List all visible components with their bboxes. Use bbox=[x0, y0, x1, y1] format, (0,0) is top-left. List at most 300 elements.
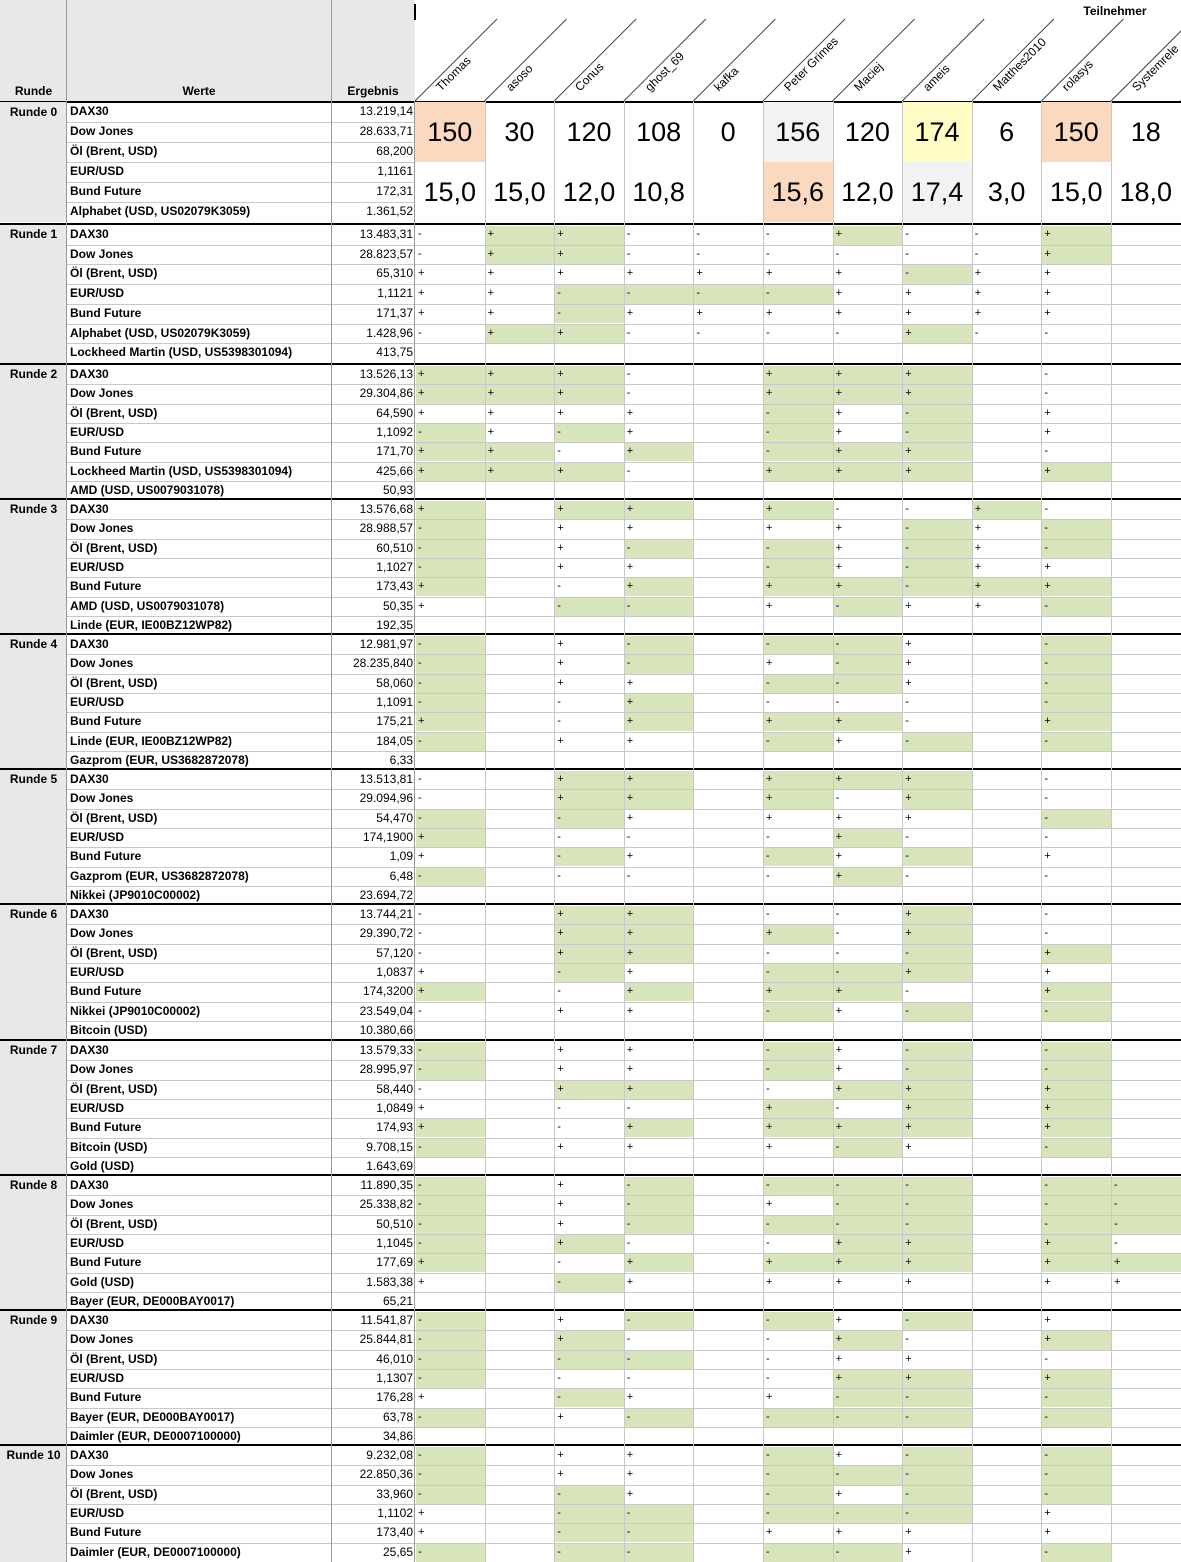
prediction-cell[interactable]: + bbox=[626, 306, 634, 319]
prediction-cell[interactable] bbox=[973, 771, 1042, 789]
prediction-cell[interactable]: + bbox=[557, 406, 564, 419]
prediction-cell[interactable] bbox=[1112, 964, 1181, 982]
prediction-cell[interactable] bbox=[486, 1003, 555, 1021]
prediction-cell[interactable]: + bbox=[764, 1100, 833, 1118]
prediction-cell[interactable]: + bbox=[625, 771, 694, 789]
prediction-cell[interactable] bbox=[486, 1524, 555, 1542]
prediction-cell[interactable]: + bbox=[764, 983, 833, 1001]
prediction-cell[interactable]: - bbox=[766, 1236, 770, 1249]
prediction-cell[interactable]: + bbox=[834, 1331, 903, 1349]
prediction-cell[interactable]: - bbox=[418, 326, 422, 339]
prediction-cell[interactable]: - bbox=[764, 1447, 833, 1465]
prediction-cell[interactable]: - bbox=[626, 1101, 631, 1114]
prediction-cell[interactable]: + bbox=[905, 599, 912, 612]
prediction-cell[interactable]: - bbox=[834, 1216, 903, 1234]
prediction-cell[interactable]: + bbox=[766, 1275, 773, 1288]
prediction-cell[interactable]: - bbox=[416, 559, 485, 577]
prediction-cell[interactable]: + bbox=[555, 925, 624, 943]
prediction-cell[interactable] bbox=[694, 655, 763, 673]
prediction-cell[interactable] bbox=[694, 559, 763, 577]
prediction-cell[interactable]: + bbox=[903, 325, 972, 344]
prediction-cell[interactable] bbox=[694, 1351, 763, 1369]
prediction-cell[interactable] bbox=[694, 848, 763, 866]
prediction-cell[interactable]: + bbox=[418, 1506, 425, 1519]
prediction-cell[interactable] bbox=[1112, 385, 1181, 403]
prediction-cell[interactable]: + bbox=[1044, 965, 1051, 978]
prediction-cell[interactable]: - bbox=[835, 326, 840, 339]
prediction-cell[interactable]: - bbox=[418, 1004, 422, 1017]
prediction-cell[interactable] bbox=[1112, 1351, 1181, 1369]
prediction-cell[interactable]: - bbox=[766, 869, 770, 882]
prediction-cell[interactable] bbox=[486, 1139, 555, 1157]
prediction-cell[interactable]: - bbox=[905, 985, 909, 998]
prediction-cell[interactable] bbox=[486, 1331, 555, 1349]
prediction-cell[interactable]: + bbox=[557, 541, 564, 554]
prediction-cell[interactable]: + bbox=[625, 1081, 694, 1099]
prediction-cell[interactable]: + bbox=[834, 463, 903, 481]
prediction-cell[interactable] bbox=[973, 1139, 1042, 1157]
prediction-cell[interactable] bbox=[973, 1081, 1042, 1099]
prediction-cell[interactable]: - bbox=[764, 405, 833, 423]
prediction-cell[interactable] bbox=[486, 694, 555, 712]
prediction-cell[interactable] bbox=[1112, 578, 1181, 596]
prediction-cell[interactable] bbox=[694, 1447, 763, 1465]
prediction-cell[interactable] bbox=[486, 1370, 555, 1388]
prediction-cell[interactable] bbox=[973, 1216, 1042, 1234]
prediction-cell[interactable]: + bbox=[903, 1370, 972, 1388]
prediction-cell[interactable] bbox=[486, 733, 555, 751]
prediction-cell[interactable]: - bbox=[764, 1003, 833, 1021]
prediction-cell[interactable]: + bbox=[557, 1410, 564, 1423]
prediction-cell[interactable]: + bbox=[487, 287, 495, 300]
prediction-cell[interactable]: + bbox=[766, 811, 773, 824]
prediction-cell[interactable] bbox=[694, 1003, 763, 1021]
prediction-cell[interactable]: + bbox=[557, 1044, 564, 1056]
participant-name[interactable]: Maciej bbox=[850, 59, 886, 94]
prediction-cell[interactable] bbox=[973, 868, 1042, 886]
prediction-cell[interactable]: + bbox=[416, 1254, 485, 1272]
prediction-cell[interactable] bbox=[694, 675, 763, 693]
prediction-cell[interactable]: - bbox=[835, 247, 840, 260]
prediction-cell[interactable]: - bbox=[1042, 540, 1111, 558]
prediction-cell[interactable]: + bbox=[625, 443, 694, 461]
prediction-cell[interactable] bbox=[486, 1312, 555, 1330]
prediction-cell[interactable]: - bbox=[625, 598, 694, 616]
prediction-cell[interactable] bbox=[973, 1254, 1042, 1272]
prediction-cell[interactable] bbox=[1112, 285, 1181, 304]
prediction-cell[interactable]: - bbox=[1112, 1177, 1181, 1195]
prediction-cell[interactable]: + bbox=[905, 287, 912, 300]
prediction-cell[interactable]: - bbox=[766, 1352, 770, 1365]
prediction-cell[interactable] bbox=[694, 1081, 763, 1099]
prediction-cell[interactable] bbox=[694, 1235, 763, 1253]
prediction-cell[interactable]: - bbox=[764, 1216, 833, 1234]
prediction-cell[interactable]: - bbox=[625, 655, 694, 673]
prediction-cell[interactable]: + bbox=[416, 713, 485, 731]
prediction-cell[interactable]: - bbox=[764, 540, 833, 558]
prediction-cell[interactable]: + bbox=[766, 599, 773, 612]
prediction-cell[interactable] bbox=[694, 829, 763, 847]
prediction-cell[interactable] bbox=[694, 443, 763, 461]
prediction-cell[interactable]: + bbox=[557, 560, 564, 573]
prediction-cell[interactable] bbox=[486, 675, 555, 693]
prediction-cell[interactable]: + bbox=[555, 501, 624, 519]
prediction-cell[interactable]: + bbox=[834, 1235, 903, 1253]
prediction-cell[interactable]: - bbox=[764, 1409, 833, 1427]
prediction-cell[interactable] bbox=[1112, 1447, 1181, 1465]
prediction-cell[interactable] bbox=[1112, 1119, 1181, 1137]
prediction-cell[interactable]: - bbox=[555, 1505, 624, 1523]
prediction-cell[interactable]: - bbox=[1044, 773, 1049, 785]
prediction-cell[interactable]: - bbox=[625, 1216, 694, 1234]
prediction-cell[interactable] bbox=[486, 1061, 555, 1079]
prediction-cell[interactable]: + bbox=[905, 638, 912, 650]
prediction-cell[interactable]: - bbox=[1042, 1042, 1111, 1060]
prediction-cell[interactable]: + bbox=[834, 1254, 903, 1272]
prediction-cell[interactable] bbox=[973, 1486, 1042, 1504]
prediction-cell[interactable] bbox=[973, 1042, 1042, 1060]
prediction-cell[interactable] bbox=[486, 1466, 555, 1484]
prediction-cell[interactable]: + bbox=[555, 945, 624, 963]
prediction-cell[interactable]: - bbox=[834, 1466, 903, 1484]
prediction-cell[interactable]: - bbox=[764, 675, 833, 693]
prediction-cell[interactable] bbox=[1112, 1331, 1181, 1349]
prediction-cell[interactable]: - bbox=[1042, 1447, 1111, 1465]
prediction-cell[interactable]: + bbox=[764, 713, 833, 731]
prediction-cell[interactable]: - bbox=[626, 1371, 631, 1384]
prediction-cell[interactable] bbox=[973, 733, 1042, 751]
prediction-cell[interactable]: - bbox=[1044, 908, 1049, 920]
prediction-cell[interactable]: + bbox=[766, 1140, 773, 1153]
prediction-cell[interactable]: - bbox=[416, 636, 485, 654]
prediction-cell[interactable] bbox=[1112, 463, 1181, 481]
prediction-cell[interactable]: + bbox=[835, 1352, 843, 1365]
prediction-cell[interactable] bbox=[694, 964, 763, 982]
prediction-cell[interactable]: - bbox=[416, 520, 485, 538]
prediction-cell[interactable]: + bbox=[557, 1179, 564, 1191]
prediction-cell[interactable] bbox=[694, 520, 763, 538]
prediction-cell[interactable] bbox=[486, 810, 555, 828]
prediction-cell[interactable]: - bbox=[555, 424, 624, 442]
prediction-cell[interactable]: + bbox=[903, 366, 972, 384]
prediction-cell[interactable] bbox=[973, 1196, 1042, 1214]
prediction-cell[interactable]: + bbox=[486, 463, 555, 481]
participant-name[interactable]: Thomas bbox=[433, 53, 474, 94]
prediction-cell[interactable] bbox=[973, 1447, 1042, 1465]
prediction-cell[interactable]: + bbox=[625, 906, 694, 924]
prediction-cell[interactable]: + bbox=[626, 1044, 634, 1056]
prediction-cell[interactable]: + bbox=[974, 541, 982, 554]
prediction-cell[interactable]: + bbox=[487, 406, 495, 419]
prediction-cell[interactable]: - bbox=[903, 559, 972, 577]
prediction-cell[interactable] bbox=[486, 868, 555, 886]
prediction-cell[interactable]: + bbox=[626, 811, 634, 824]
prediction-cell[interactable]: - bbox=[418, 1082, 422, 1095]
prediction-cell[interactable] bbox=[973, 829, 1042, 847]
prediction-cell[interactable]: - bbox=[418, 228, 422, 240]
prediction-cell[interactable]: - bbox=[555, 1486, 624, 1504]
prediction-cell[interactable] bbox=[973, 655, 1042, 673]
prediction-cell[interactable] bbox=[694, 1119, 763, 1137]
prediction-cell[interactable]: - bbox=[905, 503, 909, 515]
prediction-cell[interactable]: - bbox=[903, 1042, 972, 1060]
prediction-cell[interactable] bbox=[973, 675, 1042, 693]
prediction-cell[interactable]: - bbox=[1042, 1177, 1111, 1195]
prediction-cell[interactable]: + bbox=[1042, 945, 1111, 963]
prediction-cell[interactable]: + bbox=[1042, 1081, 1111, 1099]
prediction-cell[interactable]: + bbox=[1044, 1526, 1051, 1539]
prediction-cell[interactable]: - bbox=[1112, 1196, 1181, 1214]
prediction-cell[interactable]: + bbox=[835, 734, 843, 747]
prediction-cell[interactable] bbox=[486, 598, 555, 616]
prediction-cell[interactable]: + bbox=[486, 443, 555, 461]
prediction-cell[interactable]: - bbox=[766, 946, 770, 959]
prediction-cell[interactable]: - bbox=[905, 1333, 909, 1346]
prediction-cell[interactable]: + bbox=[905, 1526, 912, 1539]
prediction-cell[interactable]: + bbox=[1042, 1235, 1111, 1253]
prediction-cell[interactable] bbox=[1112, 1544, 1181, 1562]
prediction-cell[interactable]: + bbox=[626, 1449, 634, 1461]
prediction-cell[interactable] bbox=[1112, 868, 1181, 886]
prediction-cell[interactable]: - bbox=[834, 655, 903, 673]
prediction-cell[interactable]: - bbox=[416, 810, 485, 828]
prediction-cell[interactable]: - bbox=[764, 1061, 833, 1079]
prediction-cell[interactable]: + bbox=[834, 983, 903, 1001]
prediction-cell[interactable] bbox=[973, 1544, 1042, 1562]
prediction-cell[interactable] bbox=[694, 1370, 763, 1388]
prediction-cell[interactable] bbox=[1112, 265, 1181, 284]
prediction-cell[interactable] bbox=[486, 636, 555, 654]
prediction-cell[interactable]: + bbox=[626, 1275, 634, 1288]
prediction-cell[interactable]: + bbox=[557, 1468, 564, 1481]
prediction-cell[interactable]: - bbox=[764, 1505, 833, 1523]
prediction-cell[interactable]: + bbox=[418, 306, 425, 319]
prediction-cell[interactable]: - bbox=[1112, 1216, 1181, 1234]
prediction-cell[interactable]: + bbox=[1042, 1100, 1111, 1118]
prediction-cell[interactable]: - bbox=[766, 1333, 770, 1346]
prediction-cell[interactable] bbox=[1112, 443, 1181, 461]
prediction-cell[interactable]: - bbox=[416, 1351, 485, 1369]
prediction-cell[interactable]: + bbox=[626, 1468, 634, 1481]
prediction-cell[interactable]: + bbox=[486, 385, 555, 403]
prediction-cell[interactable]: - bbox=[416, 1466, 485, 1484]
prediction-cell[interactable]: - bbox=[555, 1389, 624, 1407]
prediction-cell[interactable]: - bbox=[903, 848, 972, 866]
prediction-cell[interactable]: - bbox=[903, 520, 972, 538]
prediction-cell[interactable]: - bbox=[1042, 1196, 1111, 1214]
prediction-cell[interactable]: - bbox=[418, 773, 422, 785]
prediction-cell[interactable] bbox=[1112, 925, 1181, 943]
prediction-cell[interactable] bbox=[694, 1389, 763, 1407]
prediction-cell[interactable] bbox=[694, 1331, 763, 1349]
prediction-cell[interactable]: - bbox=[696, 228, 701, 240]
prediction-cell[interactable]: - bbox=[1044, 830, 1049, 843]
prediction-cell[interactable] bbox=[486, 520, 555, 538]
prediction-cell[interactable]: + bbox=[625, 578, 694, 596]
prediction-cell[interactable] bbox=[486, 1409, 555, 1427]
prediction-cell[interactable]: - bbox=[1042, 810, 1111, 828]
prediction-cell[interactable]: - bbox=[1042, 636, 1111, 654]
prediction-cell[interactable] bbox=[694, 578, 763, 596]
prediction-cell[interactable]: - bbox=[696, 326, 701, 339]
prediction-cell[interactable]: + bbox=[416, 501, 485, 519]
prediction-cell[interactable] bbox=[1112, 1003, 1181, 1021]
prediction-cell[interactable]: + bbox=[486, 325, 555, 344]
prediction-cell[interactable]: - bbox=[555, 810, 624, 828]
prediction-cell[interactable]: + bbox=[626, 267, 634, 280]
prediction-cell[interactable]: + bbox=[625, 694, 694, 712]
prediction-cell[interactable] bbox=[486, 559, 555, 577]
prediction-cell[interactable]: - bbox=[416, 1139, 485, 1157]
prediction-cell[interactable]: - bbox=[416, 424, 485, 442]
prediction-cell[interactable]: - bbox=[626, 869, 631, 882]
prediction-cell[interactable]: + bbox=[764, 385, 833, 403]
prediction-cell[interactable]: + bbox=[973, 578, 1042, 596]
prediction-cell[interactable]: + bbox=[555, 385, 624, 403]
prediction-cell[interactable]: + bbox=[487, 306, 495, 319]
prediction-cell[interactable] bbox=[694, 1254, 763, 1272]
prediction-cell[interactable] bbox=[1112, 1486, 1181, 1504]
prediction-cell[interactable] bbox=[486, 540, 555, 558]
prediction-cell[interactable] bbox=[973, 1003, 1042, 1021]
prediction-cell[interactable]: - bbox=[1044, 927, 1049, 940]
prediction-cell[interactable]: - bbox=[418, 927, 422, 940]
prediction-cell[interactable]: + bbox=[764, 366, 833, 384]
prediction-cell[interactable] bbox=[1112, 424, 1181, 442]
prediction-cell[interactable]: - bbox=[1044, 792, 1049, 805]
prediction-cell[interactable]: - bbox=[905, 715, 909, 728]
prediction-cell[interactable]: - bbox=[1042, 1486, 1111, 1504]
prediction-cell[interactable] bbox=[973, 443, 1042, 461]
prediction-cell[interactable]: - bbox=[625, 1505, 694, 1523]
prediction-cell[interactable] bbox=[486, 1177, 555, 1195]
prediction-cell[interactable]: + bbox=[1042, 713, 1111, 731]
prediction-cell[interactable]: - bbox=[626, 830, 631, 843]
prediction-cell[interactable]: - bbox=[625, 636, 694, 654]
prediction-cell[interactable]: + bbox=[626, 1487, 634, 1500]
prediction-cell[interactable]: + bbox=[974, 522, 982, 535]
prediction-cell[interactable] bbox=[1112, 983, 1181, 1001]
prediction-cell[interactable] bbox=[1112, 305, 1181, 324]
prediction-cell[interactable] bbox=[486, 501, 555, 519]
prediction-cell[interactable]: + bbox=[905, 1352, 912, 1365]
prediction-cell[interactable]: - bbox=[557, 445, 561, 458]
prediction-cell[interactable]: + bbox=[903, 906, 972, 924]
prediction-cell[interactable] bbox=[694, 1524, 763, 1542]
prediction-cell[interactable] bbox=[486, 1389, 555, 1407]
prediction-cell[interactable]: - bbox=[557, 580, 561, 593]
prediction-cell[interactable] bbox=[1112, 325, 1181, 344]
prediction-cell[interactable]: + bbox=[486, 366, 555, 384]
prediction-cell[interactable]: - bbox=[834, 1544, 903, 1562]
prediction-cell[interactable]: - bbox=[764, 1486, 833, 1504]
prediction-cell[interactable]: + bbox=[418, 599, 425, 612]
prediction-cell[interactable]: - bbox=[764, 285, 833, 304]
prediction-cell[interactable]: + bbox=[835, 522, 843, 535]
prediction-cell[interactable]: + bbox=[835, 1044, 843, 1056]
prediction-cell[interactable] bbox=[486, 964, 555, 982]
prediction-cell[interactable]: + bbox=[1044, 560, 1051, 573]
prediction-cell[interactable]: - bbox=[1042, 1389, 1111, 1407]
prediction-cell[interactable]: - bbox=[766, 1082, 770, 1095]
prediction-cell[interactable]: - bbox=[903, 1486, 972, 1504]
prediction-cell[interactable]: + bbox=[557, 1314, 564, 1326]
prediction-cell[interactable] bbox=[694, 906, 763, 924]
prediction-cell[interactable]: - bbox=[557, 695, 561, 708]
prediction-cell[interactable]: - bbox=[555, 964, 624, 982]
prediction-cell[interactable] bbox=[486, 1100, 555, 1118]
prediction-cell[interactable] bbox=[1112, 694, 1181, 712]
prediction-cell[interactable] bbox=[486, 1447, 555, 1465]
prediction-cell[interactable] bbox=[486, 1486, 555, 1504]
prediction-cell[interactable]: - bbox=[1042, 1003, 1111, 1021]
prediction-cell[interactable] bbox=[694, 405, 763, 423]
prediction-cell[interactable]: + bbox=[557, 1449, 564, 1461]
prediction-cell[interactable] bbox=[486, 925, 555, 943]
prediction-cell[interactable]: + bbox=[766, 1198, 773, 1211]
prediction-cell[interactable]: + bbox=[557, 1063, 564, 1076]
prediction-cell[interactable]: + bbox=[557, 267, 564, 280]
prediction-cell[interactable] bbox=[973, 1370, 1042, 1388]
prediction-cell[interactable]: + bbox=[974, 267, 982, 280]
prediction-cell[interactable] bbox=[486, 1196, 555, 1214]
prediction-cell[interactable]: + bbox=[835, 1526, 843, 1539]
prediction-cell[interactable] bbox=[694, 771, 763, 789]
prediction-cell[interactable]: - bbox=[834, 964, 903, 982]
prediction-cell[interactable] bbox=[486, 983, 555, 1001]
prediction-cell[interactable]: + bbox=[416, 366, 485, 384]
prediction-cell[interactable]: + bbox=[835, 425, 843, 438]
prediction-cell[interactable] bbox=[1112, 906, 1181, 924]
prediction-cell[interactable]: + bbox=[835, 560, 843, 573]
prediction-cell[interactable]: - bbox=[764, 1042, 833, 1060]
prediction-cell[interactable]: + bbox=[903, 1100, 972, 1118]
prediction-cell[interactable]: + bbox=[764, 771, 833, 789]
prediction-cell[interactable]: + bbox=[418, 287, 425, 300]
prediction-cell[interactable]: + bbox=[557, 734, 564, 747]
prediction-cell[interactable]: + bbox=[1042, 463, 1111, 481]
prediction-cell[interactable]: - bbox=[625, 1409, 694, 1427]
prediction-cell[interactable]: + bbox=[625, 501, 694, 519]
prediction-cell[interactable]: + bbox=[418, 1526, 425, 1539]
prediction-cell[interactable]: + bbox=[626, 1004, 634, 1017]
prediction-cell[interactable]: + bbox=[555, 226, 624, 245]
prediction-cell[interactable]: + bbox=[625, 1254, 694, 1272]
prediction-cell[interactable]: + bbox=[626, 560, 634, 573]
prediction-cell[interactable]: - bbox=[1044, 368, 1049, 380]
prediction-cell[interactable] bbox=[1112, 655, 1181, 673]
prediction-cell[interactable]: + bbox=[555, 1331, 624, 1349]
prediction-cell[interactable]: - bbox=[905, 830, 909, 843]
prediction-cell[interactable] bbox=[973, 964, 1042, 982]
prediction-cell[interactable]: - bbox=[835, 695, 840, 708]
prediction-cell[interactable] bbox=[1112, 848, 1181, 866]
prediction-cell[interactable]: + bbox=[1042, 1119, 1111, 1137]
prediction-cell[interactable]: + bbox=[625, 925, 694, 943]
prediction-cell[interactable]: + bbox=[905, 676, 912, 689]
prediction-cell[interactable]: - bbox=[764, 1312, 833, 1330]
prediction-cell[interactable] bbox=[1112, 1061, 1181, 1079]
prediction-cell[interactable]: + bbox=[835, 1314, 843, 1326]
prediction-cell[interactable]: - bbox=[416, 1312, 485, 1330]
prediction-cell[interactable] bbox=[973, 1274, 1042, 1292]
prediction-cell[interactable]: + bbox=[626, 676, 634, 689]
prediction-cell[interactable] bbox=[1112, 501, 1181, 519]
prediction-cell[interactable]: - bbox=[416, 1216, 485, 1234]
prediction-cell[interactable]: + bbox=[557, 638, 564, 650]
prediction-cell[interactable]: - bbox=[418, 908, 422, 920]
prediction-cell[interactable]: + bbox=[766, 1391, 773, 1404]
